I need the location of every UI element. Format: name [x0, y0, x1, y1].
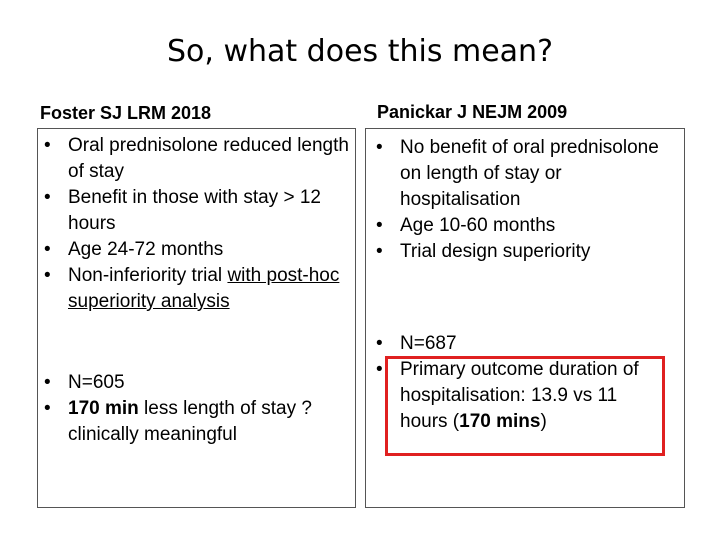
right-item-no-benefit-text: No benefit of oral prednisolone on length of stay or hospitalisation [400, 137, 659, 210]
slide-title: So, what does this mean? [166, 34, 553, 69]
right-heading: Panickar J NEJM 2009 [377, 102, 568, 122]
left-item-170min-bold: 170 min [68, 398, 139, 419]
left-bullet-list-2 [38, 370, 356, 448]
left-heading: Foster SJ LRM 2018 [40, 103, 212, 123]
right-item-design-text: Trial design superiority [400, 241, 591, 262]
left-item-n-text: N=605 [68, 372, 125, 393]
left-item-trial [38, 263, 356, 315]
left-item-trial-underlined: with post-hoc superiority analysis [68, 265, 340, 312]
highlight-box [385, 356, 665, 456]
left-bullet-list [38, 133, 356, 315]
left-item-benefit-text: Benefit in those with stay > 12 hours [68, 187, 321, 234]
right-item-n-text: N=687 [400, 333, 457, 354]
left-item-benefit [38, 185, 356, 237]
left-item-170min [38, 396, 356, 448]
left-item-age-text: Age 24-72 months [68, 239, 224, 260]
right-item-age-text: Age 10-60 months [400, 215, 556, 236]
left-item-reduced-stay [38, 133, 356, 185]
left-item-age [38, 237, 356, 263]
right-item-age [370, 213, 670, 239]
left-item-trial-text: Non-inferiority trial [68, 265, 228, 286]
left-item-170min-text: less length of stay ?clinically meaningful [68, 398, 312, 445]
left-item-reduced-stay-text: Oral prednisolone reduced length of stay [68, 135, 349, 182]
right-item-outcome-close: ) [540, 411, 547, 432]
right-item-no-benefit [370, 135, 670, 213]
right-item-n [370, 331, 670, 357]
right-item-outcome-bold: 170 mins [459, 411, 541, 432]
right-item-outcome-text: Primary outcome duration of hospitalisation: 13.9 vs 11 hours ( [400, 359, 639, 432]
left-item-n [38, 370, 356, 396]
right-bullet-list [370, 135, 670, 265]
right-item-design [370, 239, 670, 265]
